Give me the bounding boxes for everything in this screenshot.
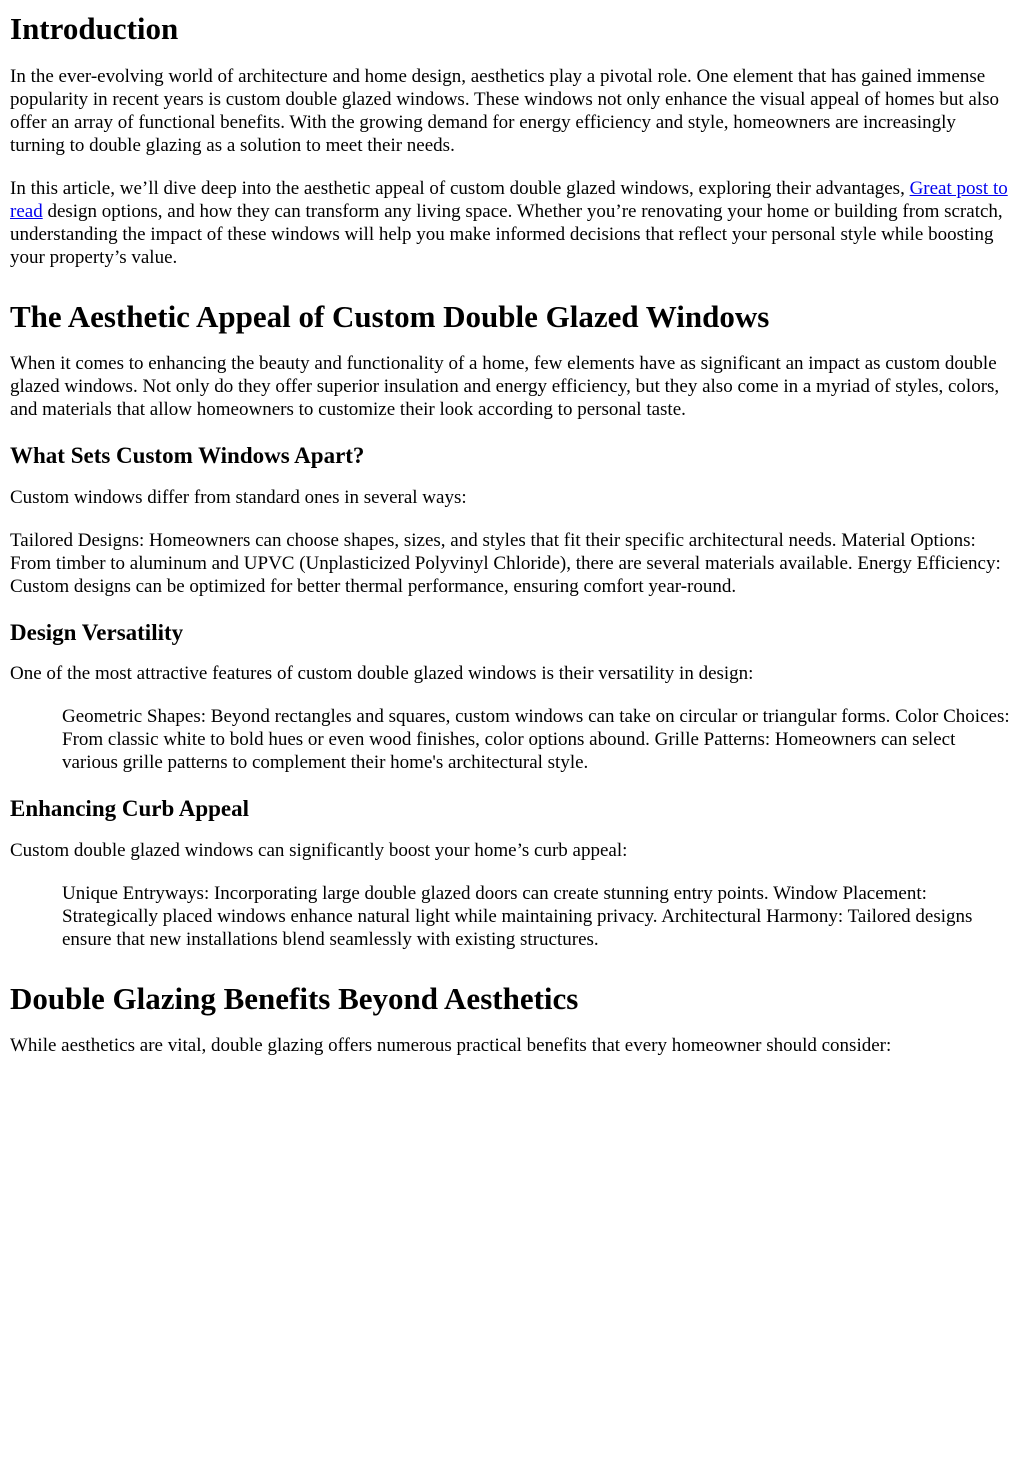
apart-paragraph-1: Custom windows differ from standard ones in several ways: <box>10 486 467 508</box>
apart-heading: What Sets Custom Windows Apart? <box>10 443 365 469</box>
aesthetic-heading: The Aesthetic Appeal of Custom Double Glazed Windows <box>10 298 770 334</box>
curb-quote: Unique Entryways: Incorporating large double glazed doors can create stunning entry points. Window Placement: Strategically placed windows enhance natural light while maintaining privacy. Architectural Harmony: Tailored designs ensure that new installations blend seamlessly with existing structures. <box>62 882 973 950</box>
intro-paragraph-2 <box>10 177 1014 269</box>
great-post-link[interactable]: Great post to read <box>10 177 1008 222</box>
aesthetic-paragraph: When it comes to enhancing the beauty and functionality of a home, few elements have as significant an impact as custom double glazed windows. Not only do they offer superior insulation and energy efficiency, but they also come in a myriad of styles, colors, and materials that allow homeowners to customize their look according to personal taste. <box>10 353 1000 421</box>
intro-paragraph-2-before: In this article, we’ll dive deep into the aesthetic appeal of custom double glazed windows, exploring their advantages, <box>10 177 910 199</box>
versatility-heading: Design Versatility <box>10 619 184 645</box>
intro-heading: Introduction <box>10 11 179 46</box>
intro-paragraph-1: In the ever-evolving world of architecture and home design, aesthetics play a pivotal role. One element that has gained immense popularity in recent years is custom double glazed windows. These windows not only enhance the visual appeal of homes but also offer an array of functional benefits. With the growing demand for energy efficiency and style, homeowners are increasingly turning to double glazing as a solution to meet their needs. <box>10 65 1000 156</box>
benefits-heading: Double Glazing Benefits Beyond Aesthetics <box>10 980 579 1016</box>
versatility-quote: Geometric Shapes: Beyond rectangles and squares, custom windows can take on circular or triangular forms. Color Choices: From classic white to bold hues or even wood finishes, color options abound. Grille Patterns: Homeowners can select various grille patterns to complement their home's architectural style. <box>62 706 1010 774</box>
apart-paragraph-2: Tailored Designs: Homeowners can choose shapes, sizes, and styles that fit their specific architectural needs. Material Options: From timber to aluminum and UPVC (Unplasticized Polyvinyl Chloride), there are several materials available. Energy Efficiency: Custom designs can be optimized for better thermal performance, ensuring comfort year-round. <box>10 529 1001 597</box>
curb-heading: Enhancing Curb Appeal <box>10 796 250 822</box>
versatility-paragraph: One of the most attractive features of custom double glazed windows is their versatility in design: <box>10 663 754 685</box>
curb-paragraph: Custom double glazed windows can significantly boost your home’s curb appeal: <box>10 839 628 861</box>
benefits-paragraph: While aesthetics are vital, double glazing offers numerous practical benefits that every homeowner should consider: <box>10 1035 892 1057</box>
article <box>0 11 1024 1057</box>
intro-paragraph-2-after: design options, and how they can transform any living space. Whether you’re renovating your home or building from scratch, understanding the impact of these windows will help you make informed decisions that reflect your personal style while boosting your property’s value. <box>10 200 1003 268</box>
